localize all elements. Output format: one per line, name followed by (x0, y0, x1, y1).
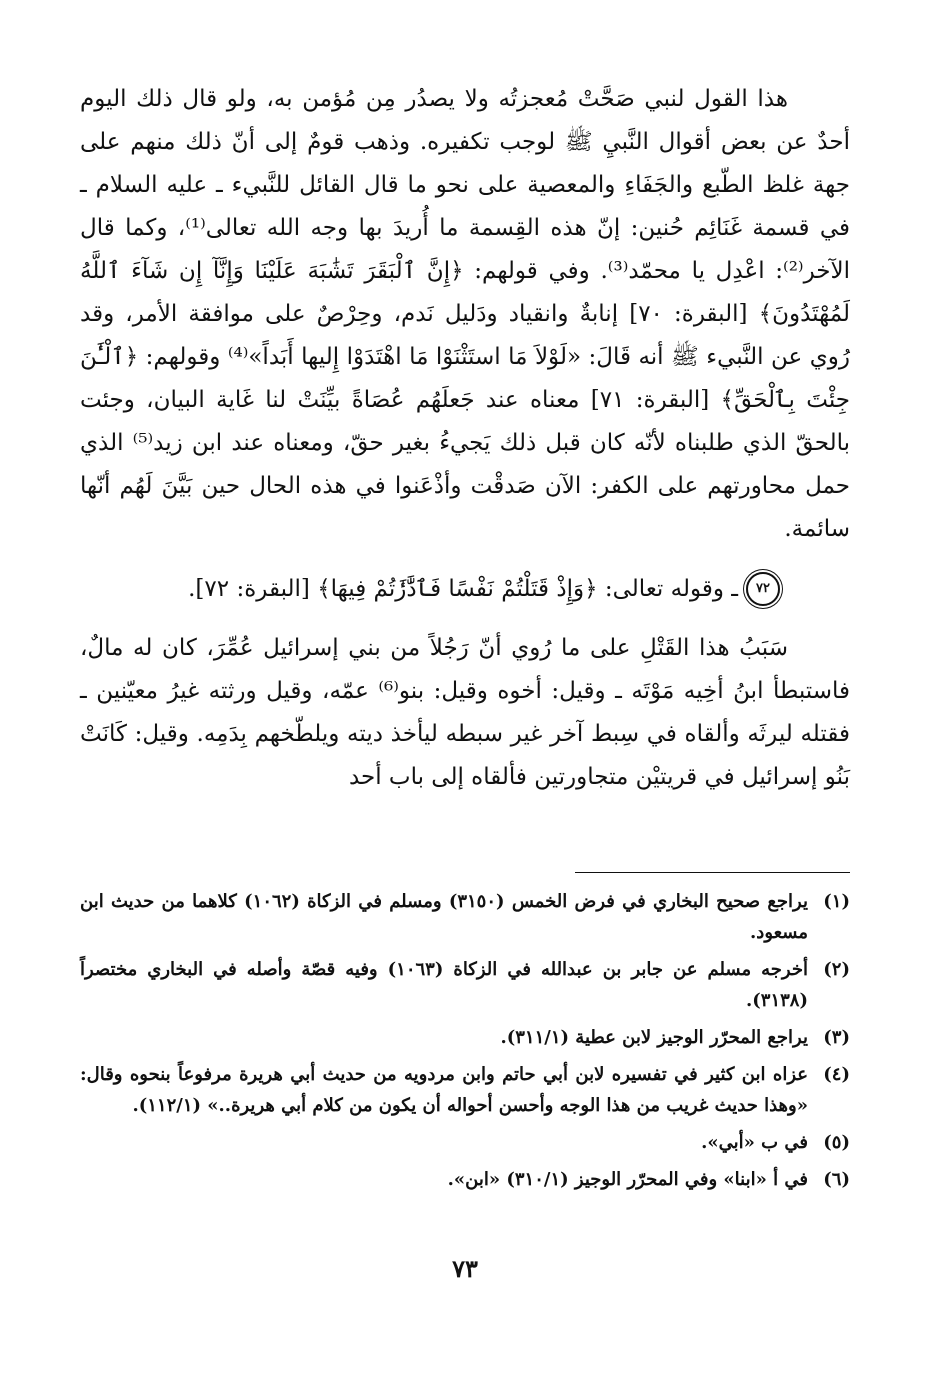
paragraph-1-text: هذا القول لنبي صَحَّتْ مُعجزتُه ولا يصدُر مِن مُؤمن به، ولو قال ذلك اليوم أحدٌ عن بعض أقوال النَّبيِ ﷺ لوجب تكفيره. وذهب قومٌ إلى أنّ ذلك منهم على جهة غلظ الطّبع والجَفَاءِ والمعصية على نحو ما قال القائل للنَّبيء ـ عليه السلام ـ في قسمة غَنَائِم حُنين: إنّ هذه القِسمة ما أُريدَ بها وجه الله تعالى⁽¹⁾، وكما قال الآخر⁽²⁾: اعْدِل يا محمّد⁽³⁾. وفي قولهم: ﴿إِنَّ ٱلْبَقَرَ تَشَٰبَهَ عَلَيْنَا وَإِنَّآ إِن شَآءَ ٱللَّهُ لَمُهْتَدُونَ﴾ [البقرة: ٧٠] إنابةٌ وانقياد ودَليل نَدم، وحِرْصٌ على موافقة الأمر، وقد رُوي عن النَّبيء ﷺ أنه قَالَ: «لَوْلاَ مَا استَثْنَوْا مَا اهْتَدَوْا إِليها أَبَداً»⁽⁴⁾ وقولهم: ﴿ٱلْـَٰٔنَ جِئْتَ بِٱلْحَقِّ﴾ [البقرة: ٧١] معناه عند جَعلَهُم عُصَاةً بيِّنَتْ لنا غَاية البيان، وجئت بالحقّ الذي طلبناه لأنّه كان قبل ذلك يَجيءُ بغير حقّ، ومعناه عند ابن زيد⁽⁵⁾ الذي حمل محاورتهم على الكفر: الآن صَدقْت وأذْعَنوا في هذه الحال حين بَيَّنَ لَهُم أنّها سائمة. (80, 86, 850, 542)
main-paragraph-1 (80, 78, 850, 551)
footnote-number: (٦) (823, 1169, 850, 1190)
main-paragraph-2 (80, 627, 850, 799)
footnote-number: (٢) (823, 959, 850, 980)
footnote-text: يراجع صحيح البخاري في فرض الخمس (٣١٥٠) ومسلم في الزكاة (١٠٦٢) كلاهما من حديث ابن مسعود. (80, 891, 808, 943)
footnote-text: في ب «أبي». (701, 1132, 808, 1153)
verse-number-badge: ٧٢ (746, 572, 780, 606)
verse-line: ـ وقوله تعالى: ﴿وَإِذْ قَتَلْتُمْ نَفْسًا فَٱدَّٰرَٰٔتُمْ فِيهَا﴾ [البقرة: ٧٢]. (188, 576, 738, 602)
footnote-separator (575, 872, 850, 873)
footnote-4 (80, 1059, 850, 1121)
paragraph-2-text: سَبَبُ هذا القَتْلِ على ما رُوي أنّ رَجُلاً من بني إسرائيل عُمِّرَ، كان له مالٌ، فاستبطأ ابنُ أخِيه مَوْتَه ـ وقيل: أخوه وقيل: بنو⁽⁶⁾ عمّه، وقيل ورثته غيرُ معيّنين ـ فقتله ليرثَه وألقاه في سِبط آخر غير سبطه ليأخذ ديته ويلطّخهم بِدَمِه. وقيل: كَانَتْ بَنُو إسرائيل في قريتيْن متجاورتين فألقاه إلى باب أحد (80, 635, 851, 790)
footnote-number: (٥) (823, 1132, 850, 1153)
footnote-1 (80, 886, 850, 948)
footnote-number: (٤) (823, 1064, 850, 1085)
footnote-text: في أ «ابنا» وفي المحرّر الوجيز (٣١٠/١) «ابن». (447, 1169, 808, 1190)
footnote-2 (80, 954, 850, 1016)
page-body (80, 78, 850, 1378)
footnotes (80, 886, 850, 1201)
verse-heading (80, 565, 850, 613)
footnote-text: يراجع المحرّر الوجيز لابن عطية (٣١١/١). (500, 1027, 808, 1048)
footnote-5 (80, 1127, 850, 1158)
footnote-text: عزاه ابن كثير في تفسيره لابن أبي حاتم وابن مردويه من حديث أبي هريرة مرفوعاً بنحوه وقال: «وهذا حديث غريب من هذا الوجه وأحسن أحواله أن يكون من كلام أبي هريرة..» (١١٢/١). (80, 1064, 808, 1116)
footnote-number: (٣) (823, 1027, 850, 1048)
footnote-3 (80, 1022, 850, 1053)
footnote-number: (١) (823, 891, 850, 912)
footnote-6 (80, 1164, 850, 1195)
page-number: ٧٣ (452, 1254, 478, 1283)
footnote-text: أخرجه مسلم عن جابر بن عبدالله في الزكاة (١٠٦٣) وفيه قصّة وأصله في البخاري مختصراً (٣١٣٨). (80, 959, 808, 1011)
